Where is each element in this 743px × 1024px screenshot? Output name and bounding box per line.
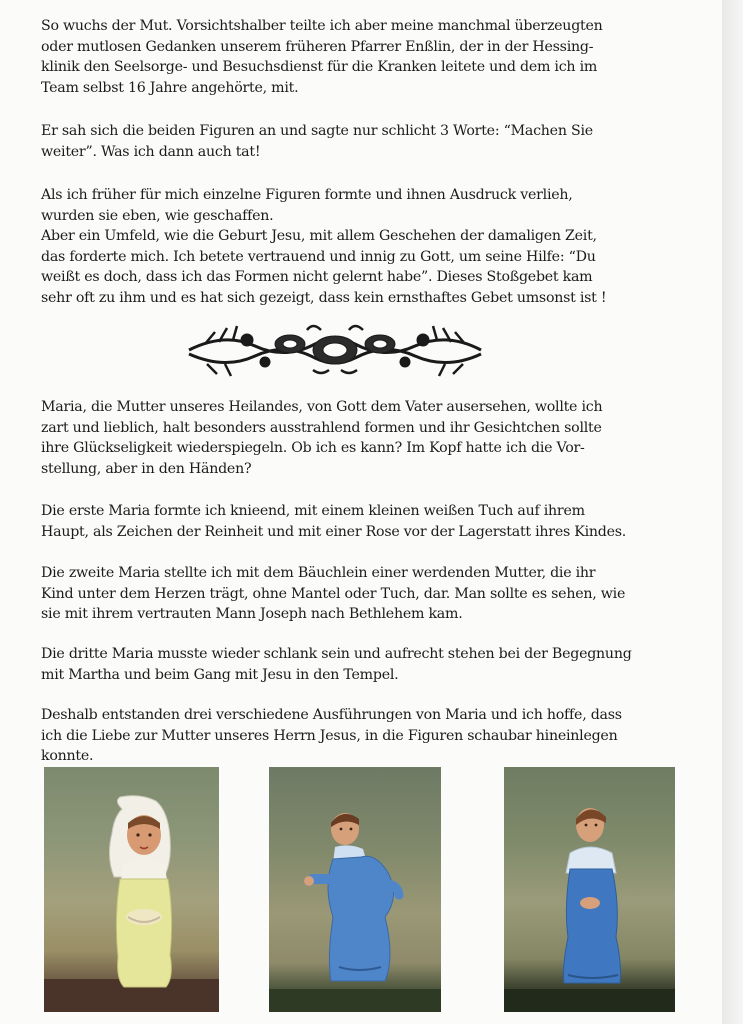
expectant-maria-figure-photo [269,767,441,1012]
paragraph-machen-sie-weiter [41,121,661,162]
paragraph-figuren-formen [41,185,661,308]
floral-garland-ornament-icon [185,320,485,378]
text-line: Team selbst 16 Jahre angehörte, mit. [41,79,299,96]
text-line: das forderte mich. Ich betete vertrauend und innig zu Gott, um seine Hilfe: “Du [41,248,596,265]
text-line: So wuchs der Mut. Vorsichtshalber teilte ich aber meine manchmal überzeugten [41,18,603,34]
text-line: Haupt, als Zeichen der Reinheit und mit einer Rose vor der Lagerstatt ihres Kindes. [41,523,627,540]
text-line: sehr oft zu ihm und es hat sich gezeigt, dass kein ernsthaftes Gebet umsonst ist ! [41,289,607,306]
text-line: Die dritte Maria musste wieder schlank sein und aufrecht stehen bei der Begegnung [41,646,632,662]
paragraph-deshalb [41,705,661,767]
text-line: Die zweite Maria stellte ich mit dem Bäuchlein einer werdenden Mutter, die ihr [41,565,596,581]
text-line: wurden sie eben, wie geschaffen. [41,207,274,224]
text-line: stellung, aber in den Händen? [41,460,252,477]
kneeling-maria-figure-photo [44,767,219,1012]
text-line: klinik den Seelsorge- und Besuchsdienst für die Kranken leitete und dem ich im [41,59,598,75]
standing-maria-figure-photo [504,767,675,1012]
text-line: Die erste Maria formte ich knieend, mit einem kleinen weißen Tuch auf ihrem [41,503,585,519]
text-line: Kind unter dem Herzen trägt, ohne Mantel oder Tuch, dar. Man sollte es sehen, wie [41,585,626,602]
text-line: oder mutlosen Gedanken unserem früheren Pfarrer Enßlin, der in der Hessing- [41,38,594,55]
text-line: Aber ein Umfeld, wie die Geburt Jesu, mit allem Geschehen der damaligen Zeit, [41,228,597,244]
text-line: zart und lieblich, halt besonders ausstrahlend formen und ihr Gesichtchen sollte [41,419,602,436]
text-line: sie mit ihrem vertrauten Mann Joseph nach Bethlehem kam. [41,606,463,622]
text-line: Er sah sich die beiden Figuren an und sagte nur schlicht 3 Worte: “Machen Sie [41,123,593,139]
text-line: Maria, die Mutter unseres Heilandes, von Gott dem Vater ausersehen, wollte ich [41,399,603,415]
paragraph-zweite-maria [41,563,661,625]
paragraph-mut [41,16,661,98]
text-line: ich die Liebe zur Mutter unseres Herrn Jesus, in die Figuren schaubar hineinlegen [41,727,618,744]
paragraph-erste-maria [41,501,661,542]
text-line: mit Martha und beim Gang mit Jesu in den Tempel. [41,666,399,683]
text-line: konnte. [41,748,94,764]
text-line: weiter”. Was ich dann auch tat! [41,143,261,160]
paragraph-maria-mutter [41,397,661,479]
text-line: weißt es doch, dass ich das Formen nicht gelernt habe”. Dieses Stoßgebet kam [41,269,593,285]
text-line: Deshalb entstanden drei verschiedene Ausführungen von Maria und ich hoffe, dass [41,707,622,723]
text-line: ihre Glückseligkeit wiederspiegeln. Ob ich es kann? Im Kopf hatte ich die Vor- [41,440,585,456]
page-edge [722,0,743,1024]
paragraph-dritte-maria [41,644,661,685]
text-line: Als ich früher für mich einzelne Figuren formte und ihnen Ausdruck verlieh, [41,187,573,203]
